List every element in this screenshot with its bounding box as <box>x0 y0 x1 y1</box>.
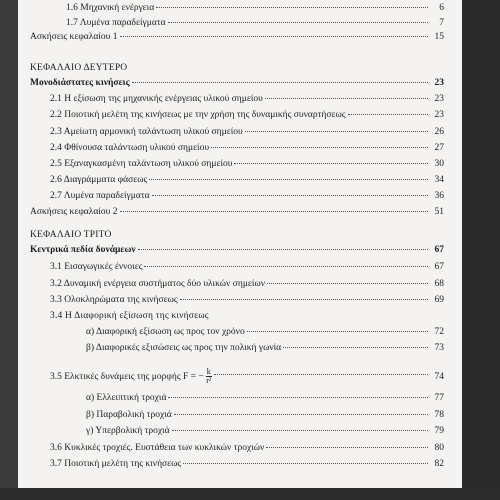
toc-entry: 2.1 Η εξίσωση της μηχανικής ενέργειας υλικού σημείου 23 <box>50 94 444 104</box>
toc-entry: 2.6 Διαγράμματα φάσεως 34 <box>50 175 444 185</box>
chapter-title: Μονοδιάστατες κινήσεις 23 <box>30 78 444 88</box>
toc-entry: 3.2 Δυναμική ενέργεια συστήματος δύο υλικών σημείων 68 <box>50 279 444 289</box>
toc-subentry: β) Παραβολική τροχιά 78 <box>86 410 444 420</box>
toc-entry: 3.6 Κυκλικές τροχιές. Ευστάθεια των κυκλικών τροχιών 80 <box>50 443 444 453</box>
toc-subentry: α) Διαφορική εξίσωση ως προς τον χρόνο 72 <box>86 327 444 337</box>
toc-entry: 2.4 Φθίνουσα ταλάντωση υλικού σημείου 27 <box>50 143 444 153</box>
book-page <box>18 0 462 488</box>
toc-entry: 1.7 Λυμένα παραδείγματα 7 <box>66 18 444 28</box>
toc-subentry: α) Ελλειπτική τροχιά 77 <box>86 393 444 403</box>
chapter-title: Κεντρικά πεδία δυνάμεων 67 <box>30 245 444 255</box>
toc-section: 3.4 Η Διαφορική εξίσωση της κινήσεως <box>50 311 209 321</box>
toc-subentry: γ) Υπερβολική τροχιά 79 <box>86 426 444 436</box>
toc-entry: Ασκήσεις κεφαλαίου 2 51 <box>30 207 444 217</box>
page-edge-shadow <box>462 0 500 500</box>
toc-entry: 2.5 Εξαναγκασμένη ταλάντωση υλικού σημείου 30 <box>50 159 444 169</box>
toc-entry: 3.1 Εισαγωγικές έννοιες 67 <box>50 262 444 272</box>
toc-entry-formula: 3.5 Ελκτικές δυνάμεις της μορφής F = − $\frac{k}{\text{r²}}$ 74 <box>50 367 444 385</box>
toc-entry: Ασκήσεις κεφαλαίου 1 15 <box>30 32 444 42</box>
toc-entry: 3.3 Ολοκληρώματα της κινήσεως 69 <box>50 295 444 305</box>
toc-entry: 2.2 Ποιοτική μελέτη της κινήσεως με την χρήση της δυναμικής συναρτήσεως 23 <box>50 110 444 120</box>
toc-subentry: β) Διαφορικές εξισώσεις ως προς την πολική γωνία 73 <box>86 343 444 353</box>
toc-entry: 1.6 Μηχανική ενέργεια 6 <box>66 3 444 13</box>
toc-entry: 2.3 Αμείωτη αρμονική ταλάντωση υλικού σημείου 26 <box>50 127 444 137</box>
toc-entry: 3.7 Ποιοτική μελέτη της κινήσεως 82 <box>50 459 444 469</box>
toc-entry: 2.7 Λυμένα παραδείγματα 36 <box>50 191 444 201</box>
formula-fraction: $\frac{k}{\text{r²}}$ <box>206 367 212 385</box>
chapter-heading: ΚΕΦΑΛΑΙΟ ΔΕΥΤΕΡΟ <box>30 63 128 73</box>
chapter-heading: ΚΕΦΑΛΑΙΟ ΤΡΙΤΟ <box>30 230 112 240</box>
page-bottom-shadow <box>0 488 500 500</box>
